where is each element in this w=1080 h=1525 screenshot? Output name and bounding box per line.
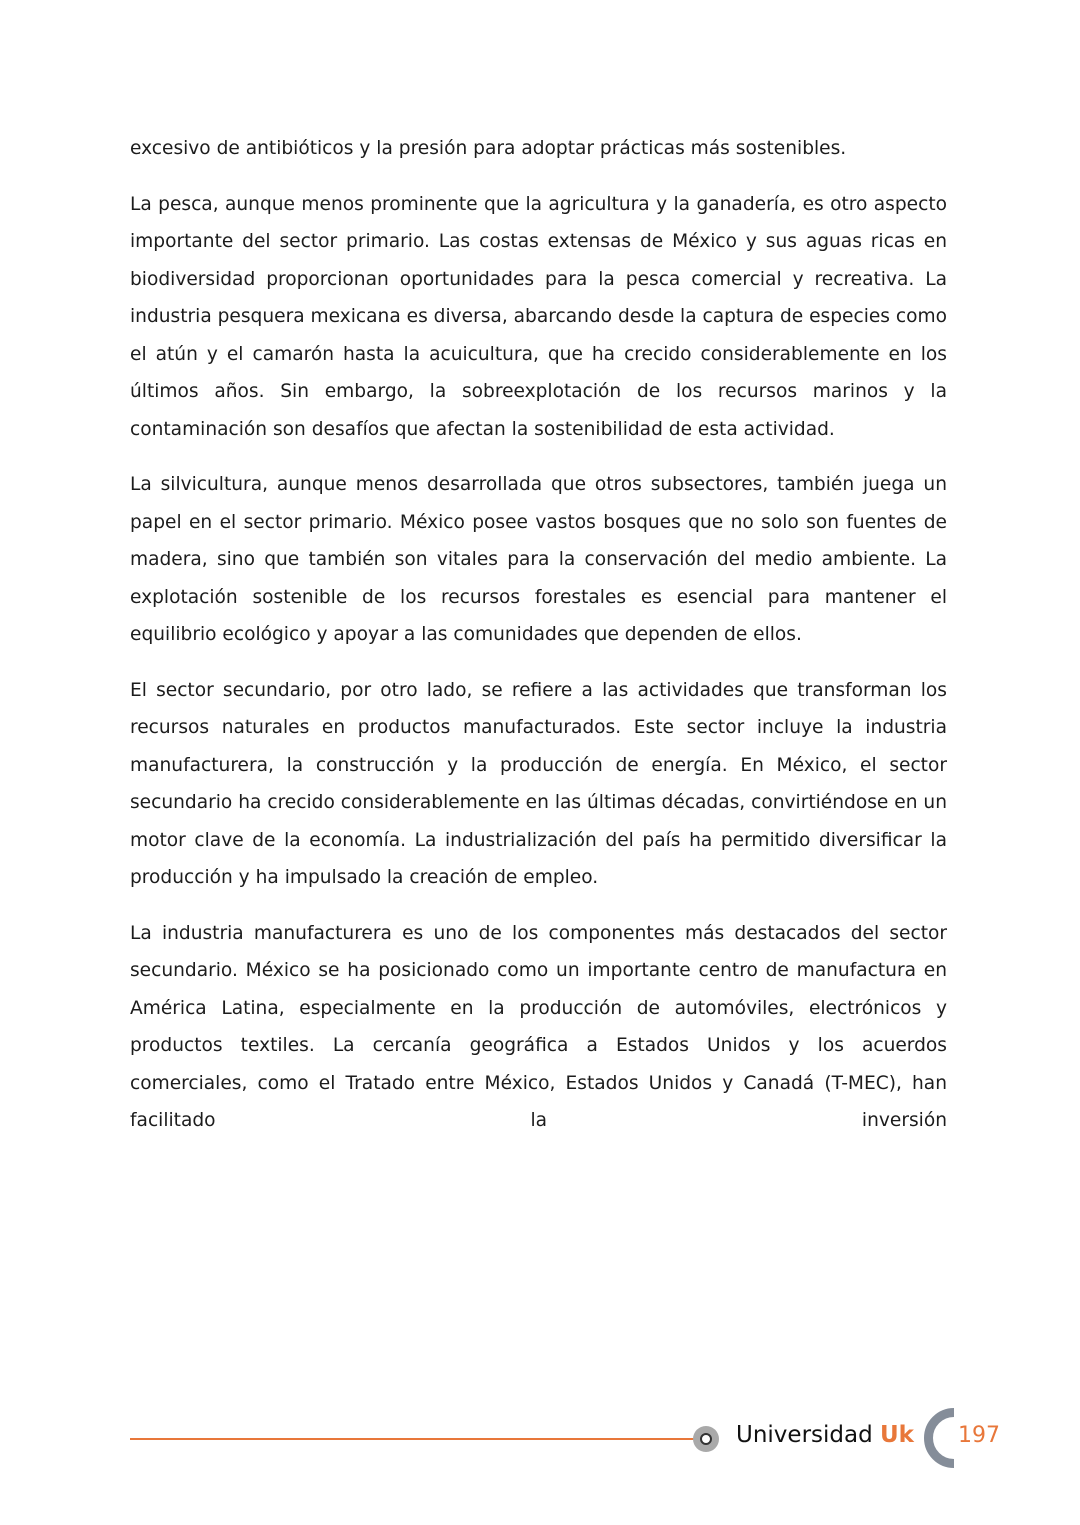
- paragraph: La industria manufacturera es uno de los componentes más destacados del sector secundario. México se ha posicionado como un importante centro de manufactura en América Latina, especialmente en la producción de automóviles, electrónicos y productos textiles. La cercanía geográfica a Estados Unidos y los acuerdos comerciales, como el Tratado entre México, Estados Unidos y Canadá (T-MEC), han facilitado la inversión: [130, 922, 947, 1131]
- paragraph: El sector secundario, por otro lado, se refiere a las actividades que transforman los recursos naturales en productos manufacturados. Este sector incluye la industria manufacturera, la construcción y la producción de energía. En México, el sector secundario ha crecido considerablemente en las últimas décadas, convirtiéndose en un motor clave de la economía. La industrialización del país ha permitido diversificar la producción y ha impulsado la creación de empleo.: [130, 679, 947, 888]
- brand-accent: Uk: [880, 1422, 914, 1448]
- paragraph: La silvicultura, aunque menos desarrollada que otros subsectores, también juega un papel en el sector primario. México posee vastos bosques que no solo son fuentes de madera, sino que también son vitales para la conservación del medio ambiente. La explotación sostenible de los recursos forestales es esencial para mantener el equilibrio ecológico y apoyar a las comunidades que dependen de ellos.: [130, 474, 947, 645]
- footer-brand: [736, 1422, 914, 1448]
- footer-divider: [130, 1438, 695, 1440]
- brand-name: Universidad: [736, 1422, 873, 1448]
- logo-circle-icon: [693, 1426, 719, 1452]
- paragraph: excesivo de antibióticos y la presión para adoptar prácticas más sostenibles.: [130, 138, 847, 159]
- body-text: [130, 130, 947, 1158]
- paragraph: La pesca, aunque menos prominente que la agricultura y la ganadería, es otro aspecto importante del sector primario. Las costas extensas de México y sus aguas ricas en biodiversidad proporcionan oportunidades para la pesca comercial y recreativa. La industria pesquera mexicana es diversa, abarcando desde la captura de especies como el atún y el camarón hasta la acuicultura, que ha crecido considerablemente en los últimos años. Sin embargo, la sobreexplotación de los recursos marinos y la contaminación son desafíos que afectan la sostenibilidad de esta actividad.: [130, 193, 947, 440]
- page-number: 197: [958, 1423, 1000, 1448]
